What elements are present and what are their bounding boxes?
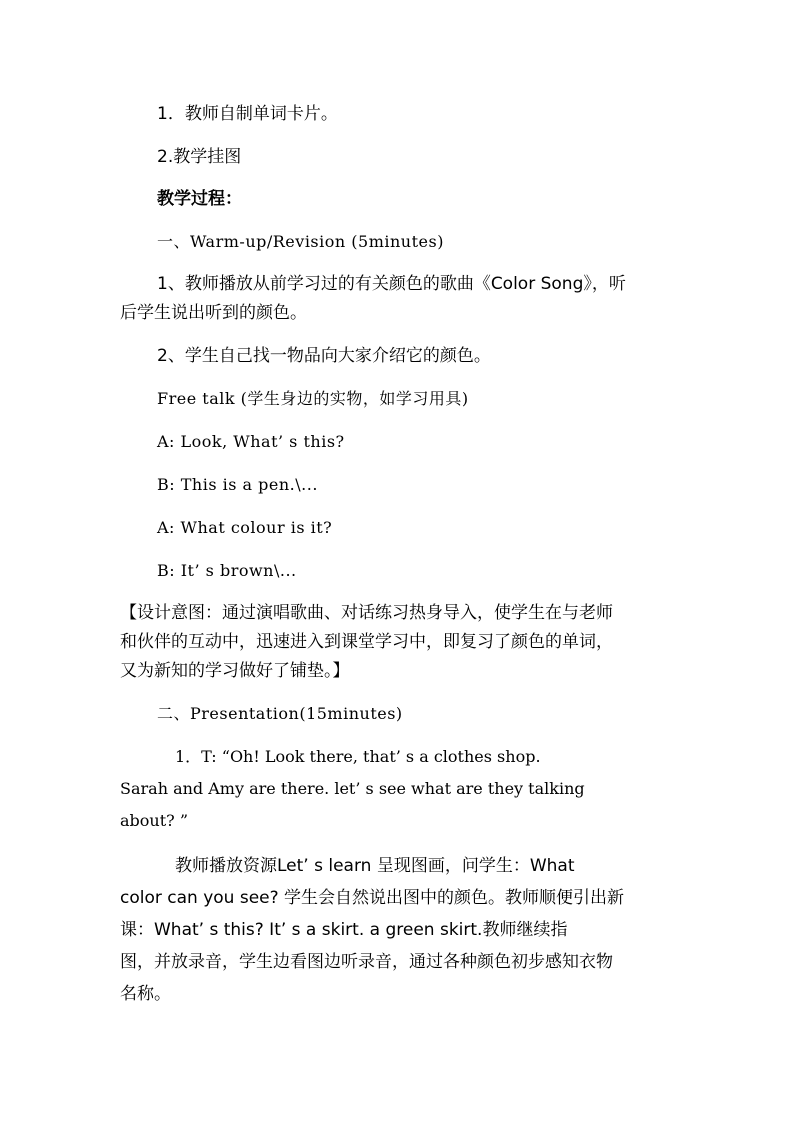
presentation-step1-line: about? ” bbox=[120, 811, 188, 830]
warmup-step1-line1: 1、教师播放从前学习过的有关颜色的歌曲《Color Song》，听 bbox=[157, 274, 626, 294]
design-intent-line: 和伙伴的互动中，迅速进入到课堂学习中，即复习了颜色的单词， bbox=[120, 632, 613, 652]
free-talk-line: Free talk (学生身边的实物，如学习用具) bbox=[157, 389, 469, 408]
dialog-line: B: It’ s brown\... bbox=[157, 561, 297, 580]
warmup-step2: 2、学生自己找一物品向大家介绍它的颜色。 bbox=[157, 346, 491, 366]
design-intent-line: 又为新知的学习做好了铺垫。】 bbox=[120, 661, 350, 681]
presentation-step2-line: 教师播放资源Let’ s learn 呈现图画，问学生：What bbox=[175, 856, 575, 876]
section-warmup-title: 一、Warm-up/Revision (5minutes) bbox=[157, 232, 444, 251]
presentation-step2-line: 课：What’ s this? It’ s a skirt. a green skirt.教师继续指 bbox=[120, 920, 568, 940]
warmup-step1-line2: 后学生说出听到的颜色。 bbox=[120, 303, 307, 323]
section-presentation-title: 二、Presentation(15minutes) bbox=[157, 704, 403, 723]
presentation-step2-line: 名称。 bbox=[120, 984, 171, 1004]
dialog-line: A: What colour is it? bbox=[157, 518, 333, 537]
presentation-step1-line: 1．T: “Oh! Look there, that’ s a clothes shop. bbox=[175, 747, 541, 766]
materials-item-1: 1．教师自制单词卡片。 bbox=[157, 104, 338, 124]
dialog-line: B: This is a pen.\... bbox=[157, 475, 318, 494]
presentation-step2-line: 图，并放录音，学生边看图边听录音，通过各种颜色初步感知衣物 bbox=[120, 952, 613, 972]
materials-item-2: 2.教学挂图 bbox=[157, 147, 242, 167]
process-heading: 教学过程： bbox=[157, 189, 242, 209]
presentation-step2-line: color can you see? 学生会自然说出图中的颜色。教师顺便引出新 bbox=[120, 888, 625, 908]
presentation-step1-line: Sarah and Amy are there. let’ s see what are they talking bbox=[120, 779, 585, 798]
dialog-line: A: Look, What’ s this? bbox=[157, 432, 345, 451]
design-intent-line: 【设计意图：通过演唱歌曲、对话练习热身导入，使学生在与老师 bbox=[120, 603, 613, 623]
